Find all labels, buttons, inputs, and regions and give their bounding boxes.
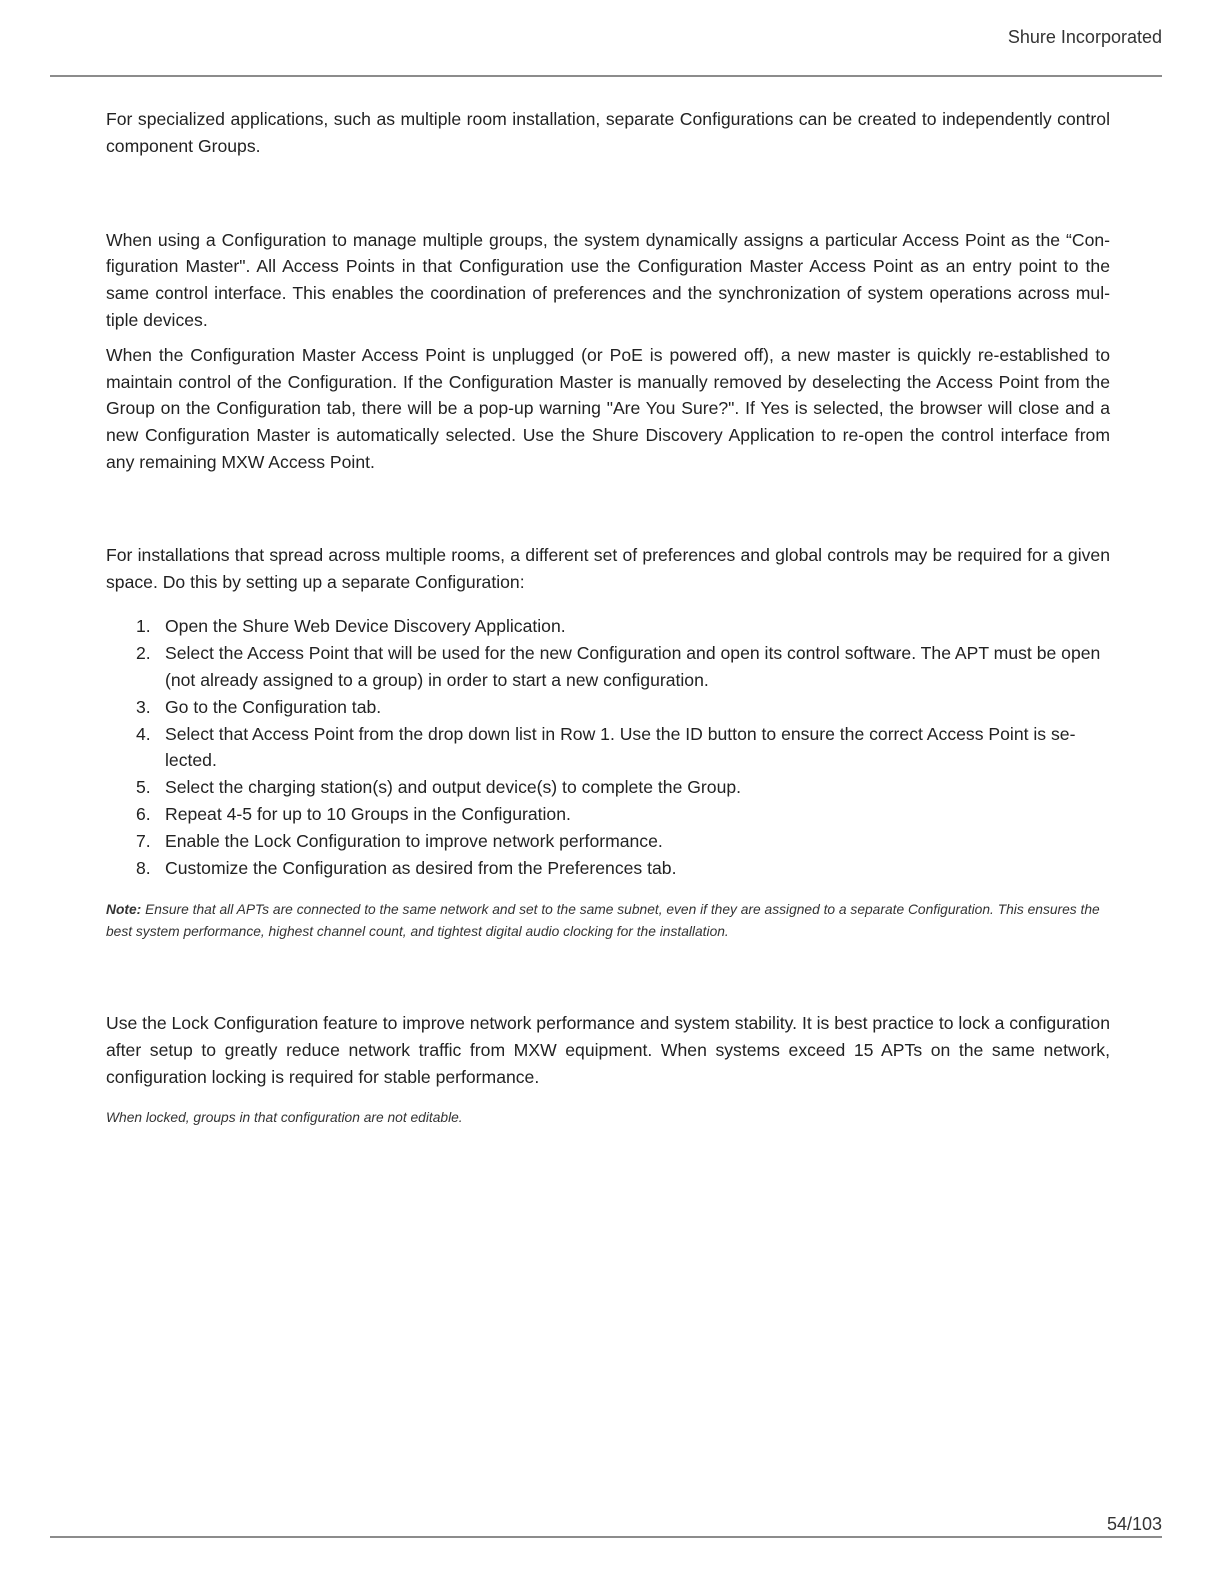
lock-configuration-paragraph: Use the Lock Configuration feature to improve network performance and system stability. It is best practice to lock a configuration after setup to greatly reduce network traffic from MXW equipment. When systems exceed 15 APTs on the same network, configuration locking is required for stable performance.: [106, 1013, 1110, 1087]
master-failover-paragraph: When the Configuration Master Access Point is unplugged (or PoE is powered off), a new master is quickly re-established to maintain control of the Configuration. If the Configuration Master is manually removed by deselecting the Access Point from the Group on the Configuration tab, there will be a pop-up warning "Are You Sure?". If Yes is selected, the browser will close and a new Configuration Master is automatically selected. Use the Shure Discovery Application to re-open the control interface from any remaining MXW Access Point.: [106, 344, 1110, 472]
list-item: 5. Select the charging station(s) and output device(s) to complete the Group.: [136, 777, 742, 798]
locked-note: When locked, groups in that configuration are not editable.: [106, 1109, 463, 1125]
list-item: 2. Select the Access Point that will be used for the new Configuration and open its control software. The APT must be open (not already assigned to a group) in order to start a new configuration.: [136, 643, 1101, 690]
multi-room-paragraph: For installations that spread across multiple rooms, a different set of preferences and global controls may be required for a given space. Do this by setting up a separate Configuration:: [106, 544, 1110, 592]
header-company-name: Shure Incorporated: [1007, 27, 1162, 47]
setup-steps-list: [106, 613, 1110, 881]
note-text: Ensure that all APTs are connected to the same network and set to the same subnet, even if they are assigned to a separate Configuration. This ensures the best system performance, highest channel count, and tightest digital audio clocking for the installation.: [106, 902, 1100, 940]
list-item: 6. Repeat 4-5 for up to 10 Groups in the Configuration.: [136, 803, 571, 824]
header-divider: [50, 75, 1162, 77]
page-content: [106, 106, 1110, 1129]
list-item: 4. Select that Access Point from the drop down list in Row 1. Use the ID button to ensure the correct Access Point is selected.: [136, 723, 1076, 771]
list-item: 3. Go to the Configuration tab.: [136, 696, 382, 717]
intro-paragraph: For specialized applications, such as multiple room installation, separate Configurations can be created to independently control component Groups.: [106, 109, 1110, 156]
note-label: Note:: [106, 902, 142, 918]
page-number: 54/103: [1106, 1514, 1162, 1534]
network-note: [106, 899, 1110, 943]
list-item: 1. Open the Shure Web Device Discovery Application.: [136, 616, 566, 637]
list-item: 7. Enable the Lock Configuration to improve network performance.: [136, 830, 663, 851]
configuration-master-paragraph: When using a Configuration to manage multiple groups, the system dynamically assigns a particular Access Point as the “Configuration Master". All Access Points in that Configuration use the Configuration Master Access Point as an entry point to the same control interface. This enables the coordination of preferences and the synchronization of system operations across multiple devices.: [106, 229, 1110, 330]
footer-divider: [50, 1536, 1162, 1538]
list-item: 8. Customize the Configuration as desired from the Preferences tab.: [136, 857, 677, 878]
